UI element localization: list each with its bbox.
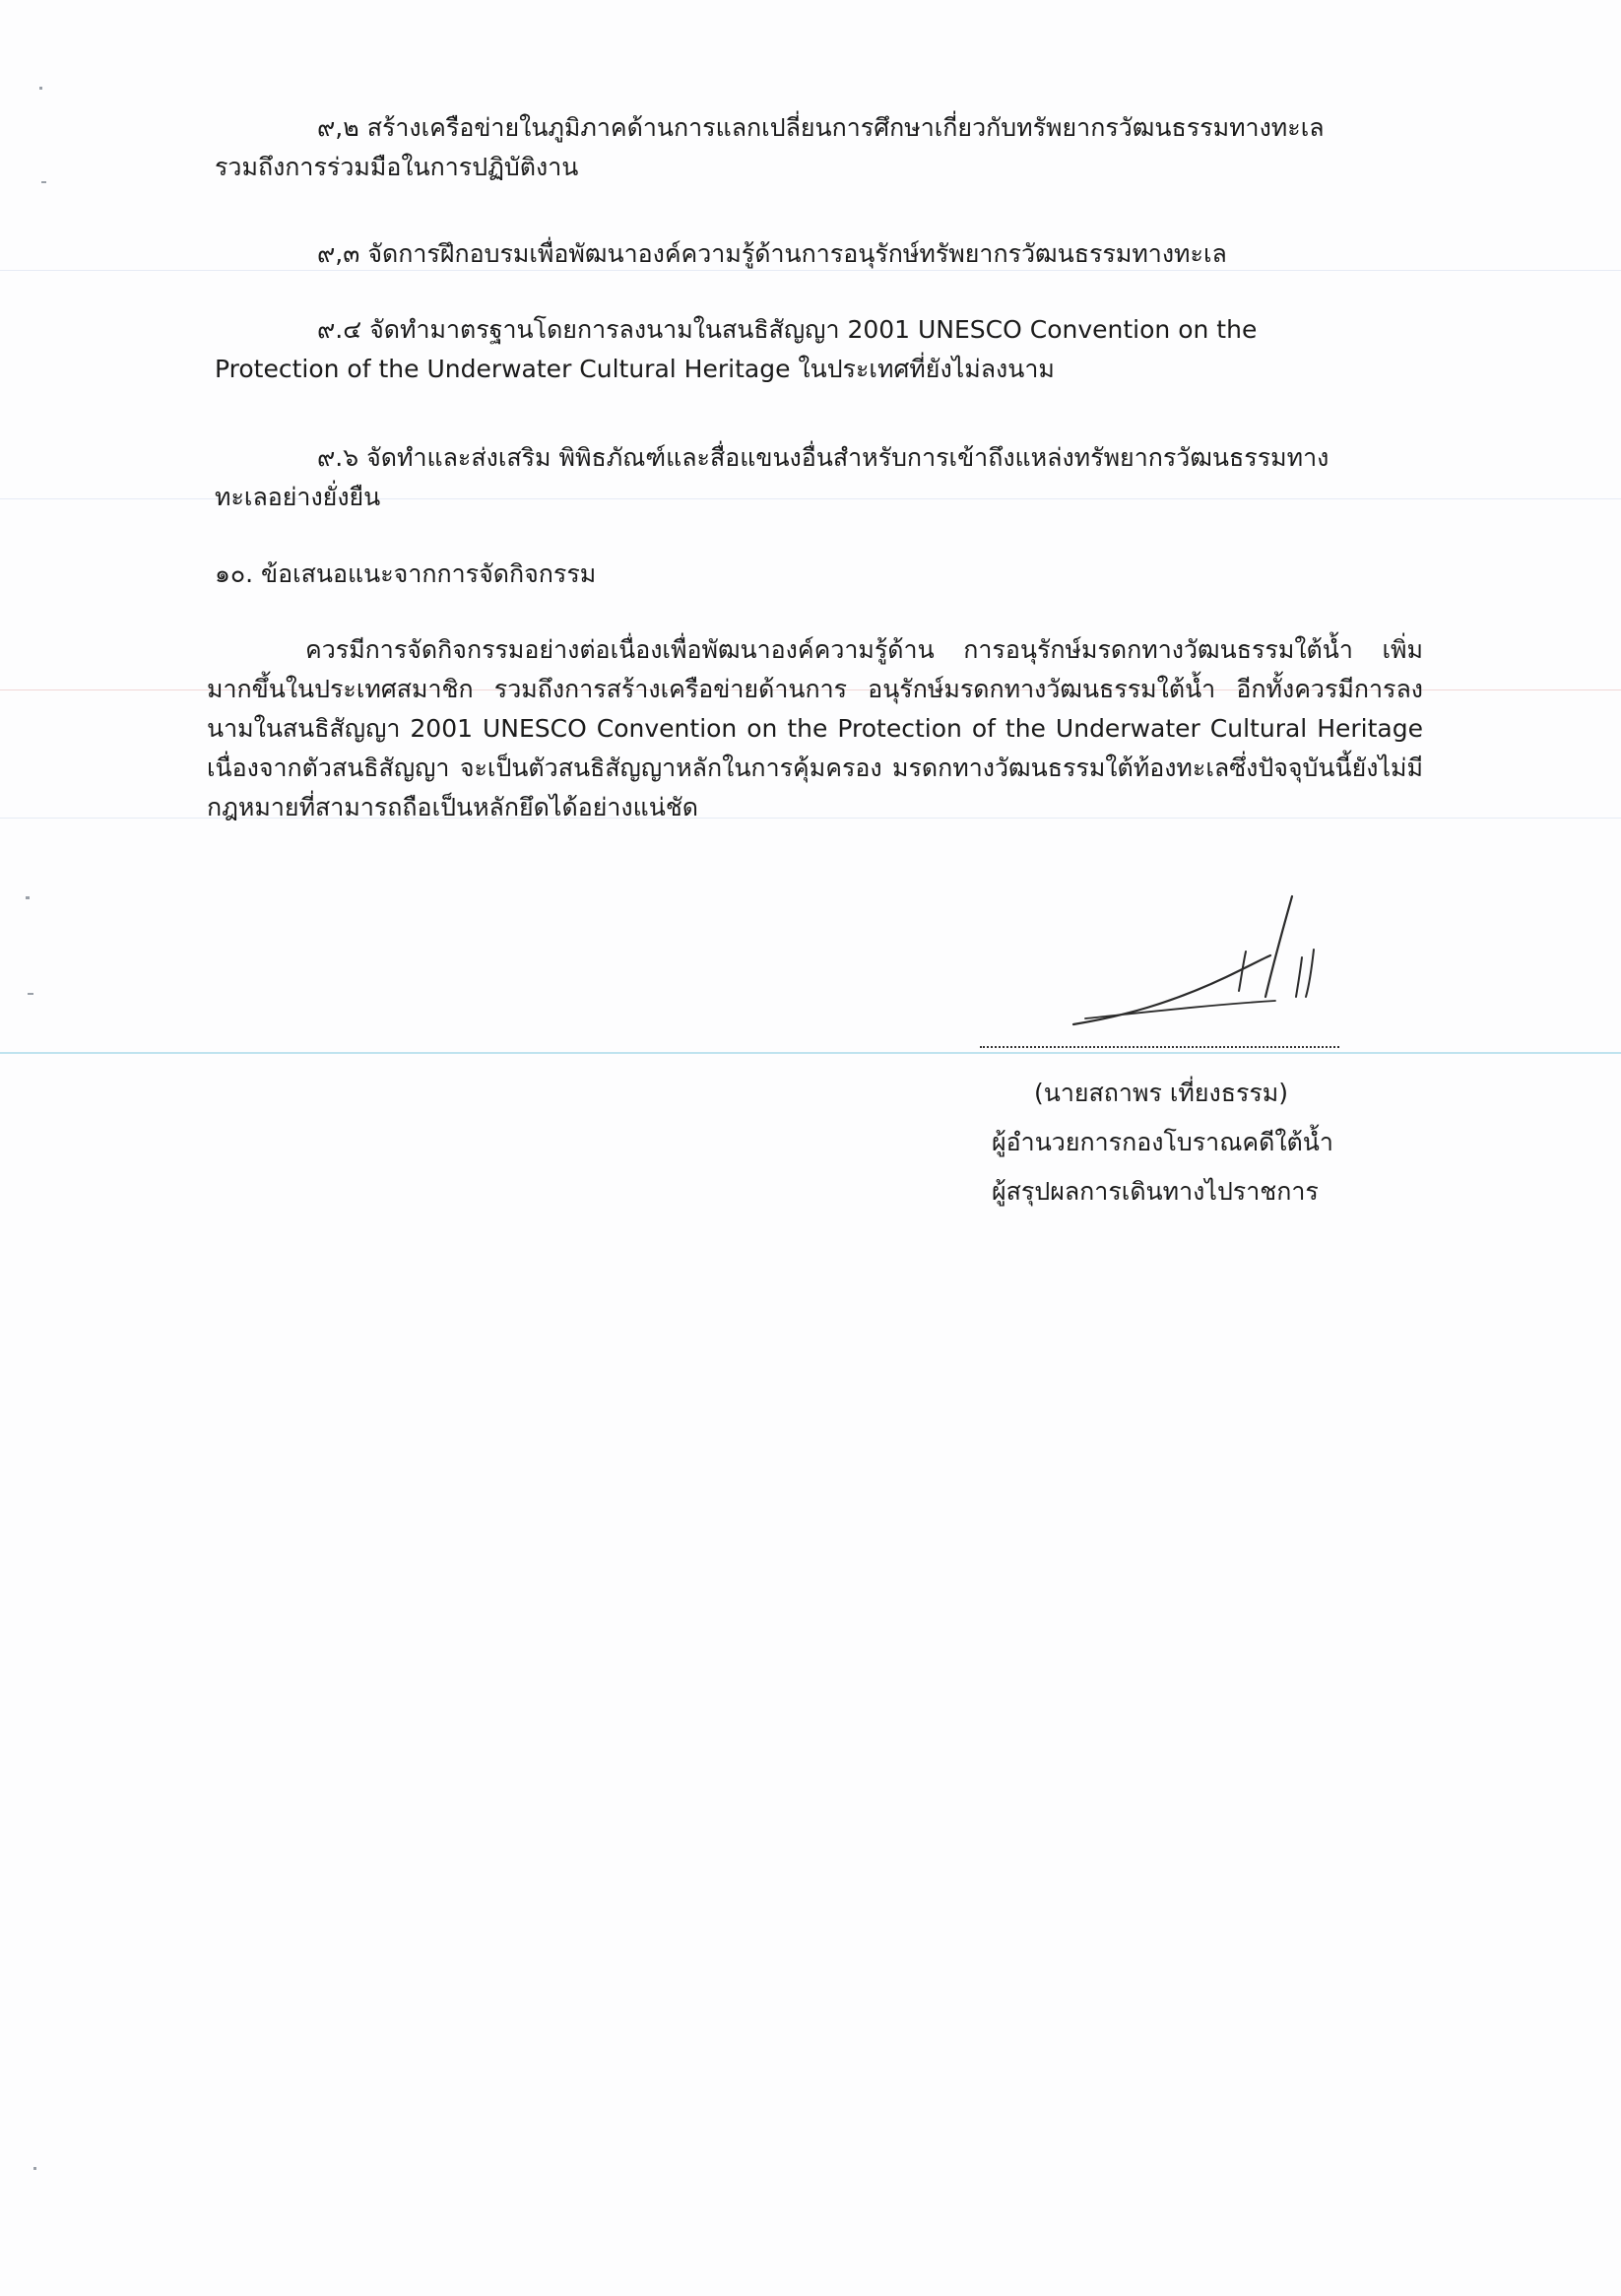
item-number: ๙.๖ [317, 443, 359, 472]
item-number: ๙,๓ [317, 239, 360, 268]
list-item [215, 234, 1416, 274]
signatory-title: ผู้อำนวยการกองโบราณคดีใต้น้ำ [992, 1128, 1333, 1156]
item-continuation: ทะเลอย่างยั่งยืน [215, 483, 381, 511]
scan-speck [28, 993, 33, 995]
section-heading [215, 555, 1416, 594]
scan-speck [26, 896, 30, 899]
handwritten-signature [1064, 886, 1359, 1034]
item-continuation: รวมถึงการร่วมมือในการปฏิบัติงาน [215, 153, 579, 181]
list-item-line1 [215, 438, 1416, 478]
list-item [215, 438, 1416, 517]
scan-line [0, 1052, 1621, 1054]
section-paragraph [207, 630, 1423, 827]
item-continuation: Protection of the Underwater Cultural Heritage ในประเทศที่ยังไม่ลงนาม [215, 355, 1055, 383]
scan-speck [39, 87, 42, 90]
scan-speck [41, 181, 46, 183]
signatory-name: (นายสถาพร เที่ยงธรรม) [1034, 1079, 1289, 1107]
section-heading-text: ๑๐. ข้อเสนอแนะจากการจัดกิจกรรม [215, 559, 597, 588]
item-text: จัดการฝึกอบรมเพื่อพัฒนาองค์ความรู้ด้านการอนุรักษ์ทรัพยากรวัฒนธรรมทางทะเล [367, 239, 1227, 268]
item-number: ๙,๒ [317, 113, 359, 142]
item-number: ๙.๔ [317, 315, 362, 344]
signature-dotted-line [980, 1042, 1339, 1048]
list-item-line1 [215, 108, 1416, 148]
list-item [215, 108, 1416, 187]
scan-speck [33, 2167, 36, 2170]
item-text: สร้างเครือข่ายในภูมิภาคด้านการแลกเปลี่ยนการศึกษาเกี่ยวกับทรัพยากรวัฒนธรรมทางทะเล [366, 113, 1325, 142]
list-item [215, 310, 1416, 389]
paragraph-body: เพิ่มมากขึ้นในประเทศสมาชิก รวมถึงการสร้างเครือข่ายด้านการ อนุรักษ์มรดกทางวัฒนธรรมใต้น้ำ อีกทั้งควรมีการลงนามในสนธิสัญญา 2001 UNESCO Convention on the Protection of the Underwater Cultural Heritage เนื่องจากตัวสนธิสัญญา จะเป็นตัวสนธิสัญญาหลักในการคุ้มครอง มรดกทางวัฒนธรรมใต้ท้องทะเลซึ่งปัจจุบันนี้ยังไม่มีกฎหมายที่สามารถถือเป็นหลักยึดได้อย่างแน่ชัด [207, 635, 1423, 821]
signatory-role: ผู้สรุปผลการเดินทางไปราชการ [992, 1177, 1319, 1206]
list-item-line1 [215, 234, 1416, 274]
item-text: จัดทำและส่งเสริม พิพิธภัณฑ์และสื่อแขนงอื่นสำหรับการเข้าถึงแหล่งทรัพยากรวัฒนธรรมทาง [366, 443, 1329, 472]
paragraph-first-line: ควรมีการจัดกิจกรรมอย่างต่อเนื่องเพื่อพัฒนาองค์ความรู้ด้าน การอนุรักษ์มรดกทางวัฒนธรรมใต้น้ำ [305, 635, 1353, 664]
item-text: จัดทำมาตรฐานโดยการลงนามในสนธิสัญญา 2001 UNESCO Convention on the [369, 315, 1258, 344]
list-item-line1 [215, 310, 1416, 350]
